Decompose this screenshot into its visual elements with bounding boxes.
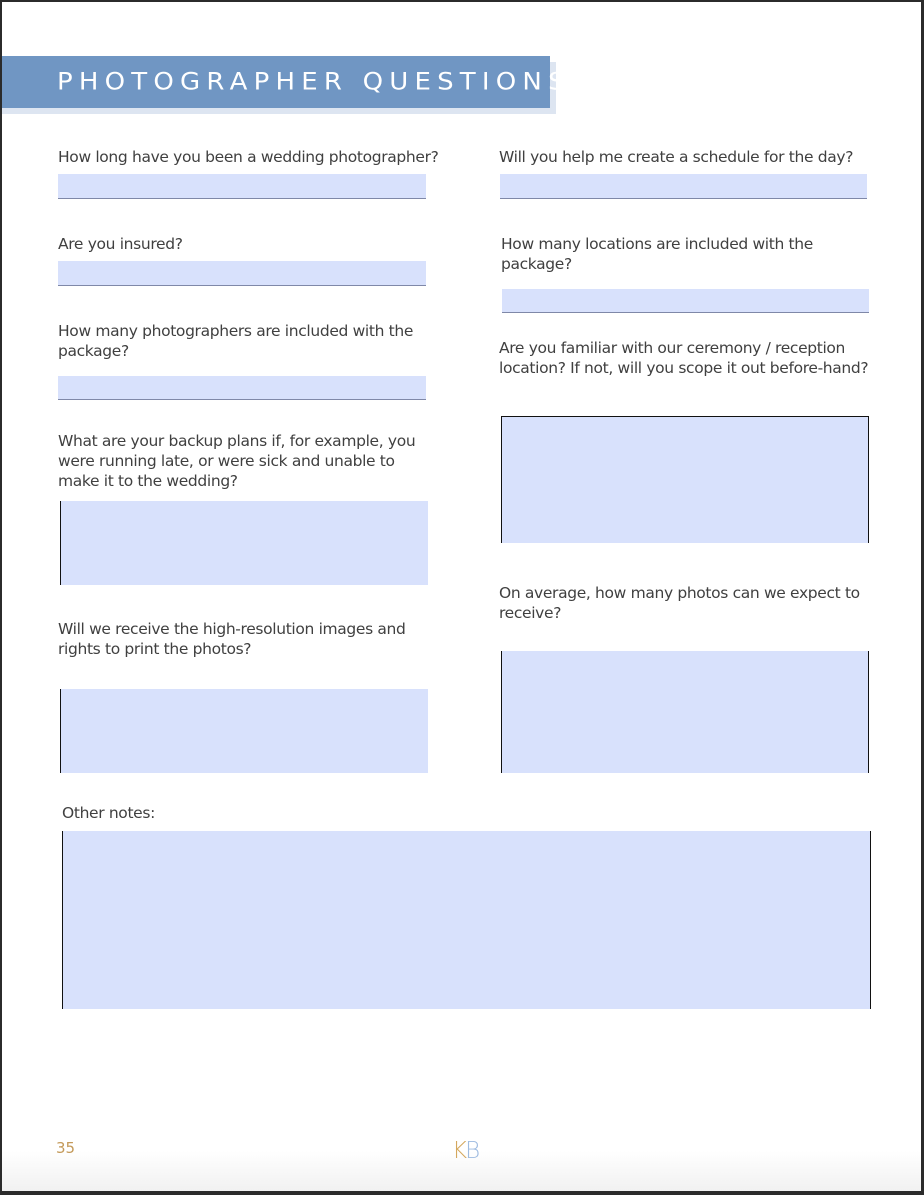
question-label-insured: Are you insured?	[58, 235, 183, 253]
venue-familiarity-field[interactable]	[501, 416, 869, 543]
insured-field[interactable]	[58, 261, 426, 286]
question-label-venue-familiarity: Are you familiar with our ceremony / reception location? If not, will you scope it out before-hand?	[499, 339, 869, 377]
logo-letter-k: K	[452, 1138, 466, 1164]
backup-plans-field[interactable]	[60, 501, 428, 585]
logo-letter-b: B	[465, 1138, 479, 1164]
question-label-photo-count: On average, how many photos can we expect to receive?	[499, 584, 860, 622]
question-label-experience: How long have you been a wedding photographer?	[58, 148, 439, 166]
question-label-schedule: Will you help me create a schedule for the day?	[499, 148, 854, 166]
other-notes-label: Other notes:	[62, 804, 155, 822]
schedule-field[interactable]	[500, 174, 867, 199]
kb-logo	[452, 1138, 478, 1164]
other-notes-field[interactable]	[62, 831, 871, 1009]
photographers-field[interactable]	[58, 376, 426, 400]
section-header	[2, 56, 571, 108]
page-number: 35	[56, 1139, 76, 1157]
question-label-backup-plans: What are your backup plans if, for example, you were running late, or were sick and unable to make it to the wedding?	[58, 432, 416, 490]
photo-count-field[interactable]	[501, 651, 869, 773]
question-label-photographers: How many photographers are included with the package?	[58, 322, 414, 360]
question-label-locations: How many locations are included with the package?	[501, 235, 813, 273]
high-res-field[interactable]	[60, 689, 428, 773]
question-label-high-res: Will we receive the high-resolution images and rights to print the photos?	[58, 620, 406, 658]
page-title: PHOTOGRAPHER QUESTIONS	[57, 68, 571, 96]
locations-field[interactable]	[502, 289, 869, 313]
experience-field[interactable]	[58, 174, 426, 199]
document-page	[2, 2, 921, 1191]
